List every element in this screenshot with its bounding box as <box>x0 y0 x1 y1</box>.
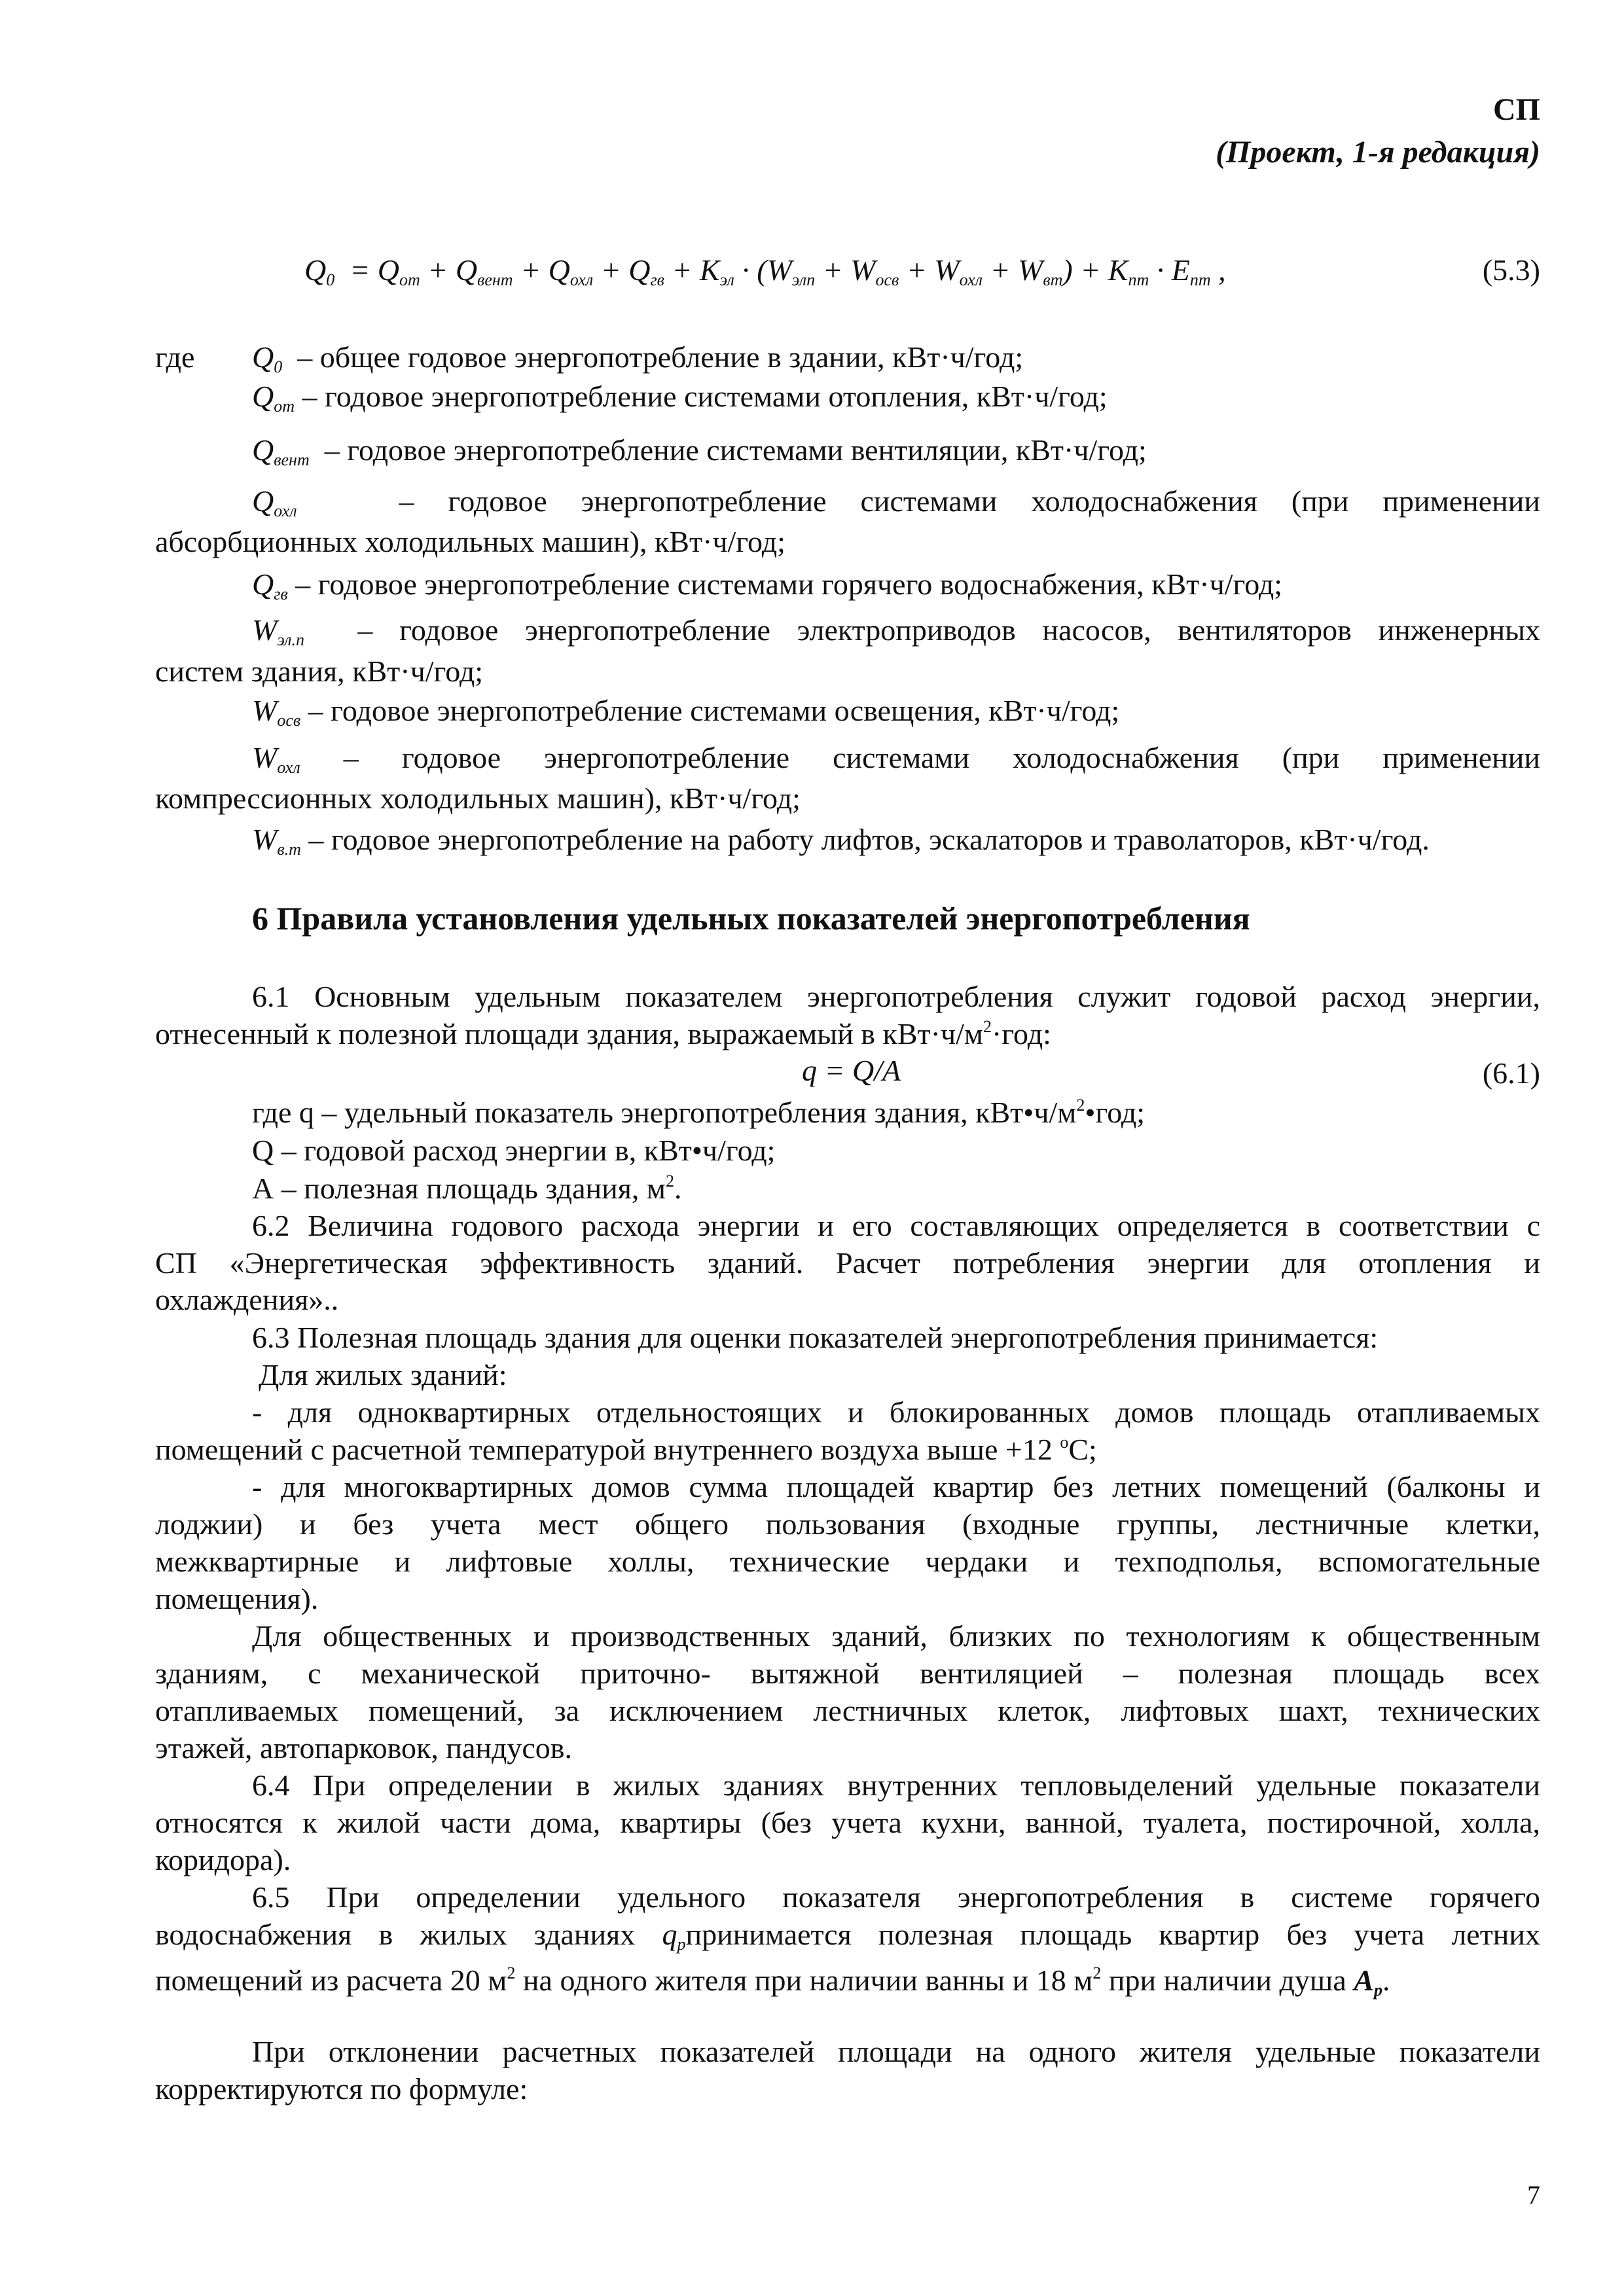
p63-line4: помещений с расчетной температурой внутреннего воздуха выше +12 $^o$С; <box>155 1433 1097 1466</box>
equation-6-1: q = Q/A <box>802 1054 901 1087</box>
section-6-heading: 6 Правила установления удельных показателей энергопотребления <box>252 900 1250 937</box>
p61-line2: отнесенный к полезной площади здания, выражаемый в $кВт\cdot ч/м^2\cdot год$: <box>155 1017 1051 1050</box>
p64-line3: коридора). <box>155 1843 291 1876</box>
p61-line1: 6.1 Основным удельным показателем энергопотребления служит годовой расход энергии, <box>252 980 1540 1013</box>
def-weln-line2: систем здания, кВт·ч/год; <box>155 655 484 688</box>
header-edition: (Проект, 1-я редакция) <box>1216 135 1540 170</box>
equation-5-3: $Q_0 = Q_{от} + Q_{вент} + Q_{охл} + Q_{гв} + K_{эл} \cdot (W_{элп} + W_{осв} + W_{охл} + W_{вт}) + K_{пт} \cdot E_{пт}$ , <box>304 253 1226 289</box>
p62-line1: 6.2 Величина годового расхода энергии и его составляющих определяется в соответствии с <box>252 1209 1540 1242</box>
def-qot: $Q_{от}$ – годовое энергопотребление системами отопления, кВт·ч/год; <box>252 380 1108 416</box>
def-qohl-line1: $Q_{охл}$ – годовое энергопотребление системами холодоснабжения (при применении <box>252 484 1540 520</box>
p63-line10: зданиям, с механической приточно- вытяжной вентиляцией – полезная площадь всех <box>155 1657 1540 1690</box>
p65-line3: помещений из расчета 20 $м^2$ на одного жителя при наличии ванны и 18 $м^2$ при наличии душа $A_р$. <box>155 1964 1390 2000</box>
p65-line1: 6.5 При определении удельного показателя энергопотребления в системе горячего <box>252 1880 1540 1914</box>
p63-line11: отапливаемых помещений, за исключением лестничных клеток, лифтовых шахт, технических <box>155 1694 1540 1727</box>
header-code: СП <box>1493 92 1540 127</box>
def-wosv: $W_{осв}$ – годовое энергопотребление системами освещения, кВт·ч/год; <box>252 694 1120 730</box>
p65-line2: водоснабжения в жилых зданиях $q_рпринимается$ полезная площадь квартир без учета летних <box>155 1918 1541 1954</box>
p63-line5: - для многоквартирных домов сумма площадей квартир без летних помещений (балконы и <box>252 1470 1540 1503</box>
equation-number-5-3: (5.3) <box>1482 253 1540 287</box>
p63-line7: межквартирные и лифтовые холлы, технические чердаки и техподполья, вспомогательные <box>155 1545 1540 1578</box>
page-number: 7 <box>1527 2180 1540 2210</box>
p63-line12: этажей, автопарковок, пандусов. <box>155 1731 573 1765</box>
def-q0: $Q_0$ – общее годовое энергопотребление в здании, кВт·ч/год; <box>252 340 1024 376</box>
where-label: где <box>155 340 195 374</box>
def-weln-line1: $W_{эл.п}$ – годовое энергопотребление электроприводов насосов, вентиляторов инженерных <box>252 613 1540 649</box>
equation-number-6-1: (6.1) <box>1482 1056 1540 1090</box>
p64-line2: относятся к жилой части дома, квартиры (без учета кухни, ванной, туалета, постирочной, холла, <box>155 1806 1540 1839</box>
p63-line1: 6.3 Полезная площадь здания для оценки показателей энергопотребления принимается: <box>252 1321 1379 1354</box>
def-qvent: $Q_{вент}$ – годовое энергопотребление системами вентиляции, кВт·ч/год; <box>252 433 1147 469</box>
p63-line8: помещения). <box>155 1582 319 1615</box>
def-qgv: $Q_{гв}$ – годовое энергопотребление системами горячего водоснабжения, кВт·ч/год; <box>252 567 1283 603</box>
def-wohl-line1: $W_{охл}$ – годовое энергопотребление системами холодоснабжения (при применении <box>252 741 1540 777</box>
p63-line3: - для одноквартирных отдельностоящих и блокированных домов площадь отапливаемых <box>252 1395 1540 1429</box>
p63-line2: Для жилых зданий: <box>259 1358 507 1391</box>
p62-line3: охлаждения».. <box>155 1283 339 1316</box>
def-qohl-line2: абсорбционных холодильных машин), кВт·ч/год; <box>155 525 785 558</box>
p61-where-q: где q – удельный показатель энергопотребления здания, $кВт•ч/м^2•год$; <box>252 1096 1146 1129</box>
def-wvt: $W_{в.т}$ – годовое энергопотребление на работу лифтов, эскалаторов и траволаторов, кВт·ч/год. <box>252 823 1430 859</box>
p62-line2: СП «Энергетическая эффективность зданий. Расчет потребления энергии для отопления и <box>155 1246 1540 1280</box>
def-wohl-line2: компрессионных холодильных машин), кВт·ч/год; <box>155 781 801 815</box>
p61-where-Q: Q – годовой расход энергии в, кВт•ч/год; <box>252 1134 776 1167</box>
p64-line1: 6.4 При определении в жилых зданиях внутренних тепловыделений удельные показатели <box>252 1768 1540 1802</box>
p61-where-A: А – полезная площадь здания, $м^2$. <box>252 1172 682 1205</box>
p63-line9: Для общественных и производственных зданий, близких по технологиям к общественным <box>252 1619 1540 1653</box>
p66-line1: При отклонении расчетных показателей площади на одного жителя удельные показатели <box>252 2035 1540 2068</box>
p66-line2: корректируются по формуле: <box>155 2072 528 2106</box>
p63-line6: лоджии) и без учета мест общего пользования (входные группы, лестничные клетки, <box>155 1507 1540 1541</box>
